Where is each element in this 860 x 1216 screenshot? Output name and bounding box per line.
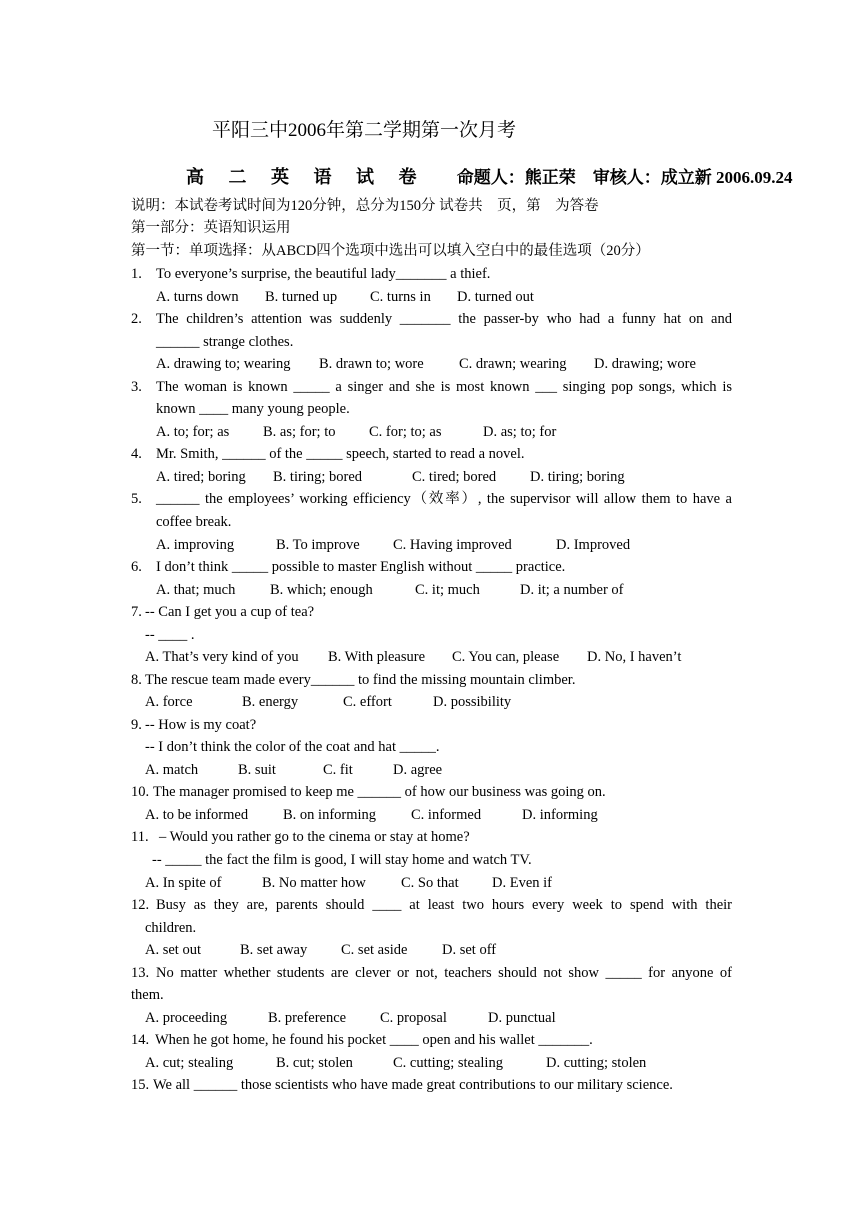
question-text: – Would you rather go to the cinema or stay at home? [159, 829, 470, 845]
option-c: C. set aside [341, 942, 408, 958]
option-b: B. preference [268, 1010, 347, 1026]
question-text: No matter whether students are clever or not, teachers should not show _____ for anyone of [156, 965, 732, 981]
question-text: Busy as they are, parents should ____ at least two hours every week to spend with their [156, 897, 732, 913]
question-number: 13. [131, 965, 150, 981]
question-text: -- Can I get you a cup of tea? [145, 604, 315, 620]
option-b: B. cut; stolen [276, 1055, 353, 1071]
option-a: A. improving [156, 537, 235, 553]
question-text: Mr. Smith, ______ of the _____ speech, started to read a novel. [156, 446, 525, 462]
question-number: 3. [131, 379, 142, 395]
option-c: C. fit [323, 762, 353, 778]
option-c: C. So that [401, 875, 459, 891]
question-number: 1. [131, 266, 142, 282]
paper-name: 高 二 英 语 试 卷 [186, 167, 427, 187]
option-d: D. No, I haven’t [587, 649, 682, 665]
question-text: The children’s attention was suddenly _______ the passer-by who had a funny hat on and [156, 311, 732, 327]
question-text: The manager promised to keep me ______ of how our business was going on. [153, 784, 606, 800]
option-b: B. set away [240, 942, 308, 958]
question-text-continued: -- _____ the fact the film is good, I will stay home and watch TV. [152, 852, 532, 868]
option-d: D. possibility [433, 694, 512, 710]
option-c: C. Having improved [393, 537, 512, 553]
option-b: B. which; enough [270, 582, 373, 598]
question-text-continued: ______ strange clothes. [156, 334, 294, 350]
option-c: C. tired; bored [412, 469, 497, 485]
option-b: B. drawn to; wore [319, 356, 424, 372]
option-b: B. With pleasure [328, 649, 426, 665]
question-number: 2. [131, 311, 142, 327]
option-d: D. cutting; stolen [546, 1055, 647, 1071]
question-text: To everyone’s surprise, the beautiful lady_______ a thief. [156, 266, 491, 282]
question-text-continued: coffee break. [156, 514, 232, 530]
section-heading: 第一节：单项选择：从ABCD四个选项中选出可以填入空白中的最佳选项（20分） [131, 243, 650, 259]
authors-date: 命题人：熊正荣 审核人：成立新 2006.09.24 [456, 168, 793, 187]
option-b: B. No matter how [262, 875, 366, 891]
option-c: C. proposal [380, 1010, 447, 1026]
option-a: A. to; for; as [156, 424, 230, 440]
question-text-continued: known ____ many young people. [156, 401, 350, 417]
option-c: C. turns in [370, 289, 431, 305]
option-b: B. energy [242, 694, 299, 710]
question-number: 6. [131, 559, 142, 575]
option-a: A. turns down [156, 289, 239, 305]
question-number: 4. [131, 446, 142, 462]
option-c: C. for; to; as [369, 424, 442, 440]
option-c: C. You can, please [452, 649, 560, 665]
option-a: A. match [145, 762, 199, 778]
option-d: D. turned out [457, 289, 534, 305]
exam-note: 说明：本试卷考试时间为120分钟，总分为150分 试卷共 页，第 为答卷 [131, 198, 599, 214]
option-c: C. drawn; wearing [459, 356, 567, 372]
exam-title: 平阳三中2006年第二学期第一次月考 [212, 120, 517, 141]
question-text: The rescue team made every______ to find the missing mountain climber. [145, 672, 576, 688]
question-text: ______ the employees’ working efficiency（效率）, the supervisor will allow them to have a [156, 491, 732, 507]
option-a: A. cut; stealing [145, 1055, 234, 1071]
option-a: A. set out [145, 942, 201, 958]
question-text: We all ______ those scientists who have made great contributions to our military science. [153, 1077, 673, 1093]
option-c: C. informed [411, 807, 482, 823]
option-d: D. agree [393, 762, 443, 778]
question-number: 12. [131, 897, 150, 913]
option-d: D. Improved [556, 537, 631, 553]
option-b: B. suit [238, 762, 276, 778]
option-c: C. effort [343, 694, 392, 710]
option-d: D. tiring; boring [530, 469, 625, 485]
question-text: The woman is known _____ a singer and she is most known ___ singing pop songs, which is [156, 379, 732, 395]
option-a: A. proceeding [145, 1010, 228, 1026]
option-b: B. as; for; to [263, 424, 336, 440]
option-d: D. drawing; wore [594, 356, 696, 372]
option-a: A. That’s very kind of you [145, 649, 299, 665]
option-b: B. on informing [283, 807, 377, 823]
question-number: 7. [131, 604, 142, 620]
option-d: D. Even if [492, 875, 552, 891]
question-number: 11. [131, 829, 149, 845]
option-a: A. force [145, 694, 193, 710]
option-a: A. In spite of [145, 875, 222, 891]
question-number: 5. [131, 491, 142, 507]
part-heading: 第一部分：英语知识运用 [131, 220, 291, 236]
option-a: A. that; much [156, 582, 236, 598]
option-d: D. punctual [488, 1010, 556, 1026]
question-text-continued: them. [131, 987, 164, 1003]
option-d: D. set off [442, 942, 497, 958]
question-text-continued: -- I don’t think the color of the coat and hat _____. [145, 739, 440, 755]
option-d: D. it; a number of [520, 582, 624, 598]
option-a: A. tired; boring [156, 469, 246, 485]
option-b: B. tiring; bored [273, 469, 363, 485]
option-b: B. turned up [265, 289, 338, 305]
option-d: D. as; to; for [483, 424, 557, 440]
option-c: C. cutting; stealing [393, 1055, 503, 1071]
question-text: When he got home, he found his pocket ____ open and his wallet _______. [155, 1032, 593, 1048]
question-number: 10. [131, 784, 150, 800]
question-number: 8. [131, 672, 142, 688]
option-a: A. to be informed [145, 807, 249, 823]
option-d: D. informing [522, 807, 598, 823]
exam-subtitle [186, 163, 793, 189]
question-text-continued: -- ____ . [145, 627, 195, 643]
option-a: A. drawing to; wearing [156, 356, 291, 372]
question-number: 14. [131, 1032, 150, 1048]
question-number: 15. [131, 1077, 150, 1093]
question-text: I don’t think _____ possible to master English without _____ practice. [156, 559, 566, 575]
question-text-continued: children. [145, 920, 197, 936]
question-text: -- How is my coat? [145, 717, 257, 733]
question-number: 9. [131, 717, 142, 733]
option-b: B. To improve [276, 537, 360, 553]
option-c: C. it; much [415, 582, 480, 598]
